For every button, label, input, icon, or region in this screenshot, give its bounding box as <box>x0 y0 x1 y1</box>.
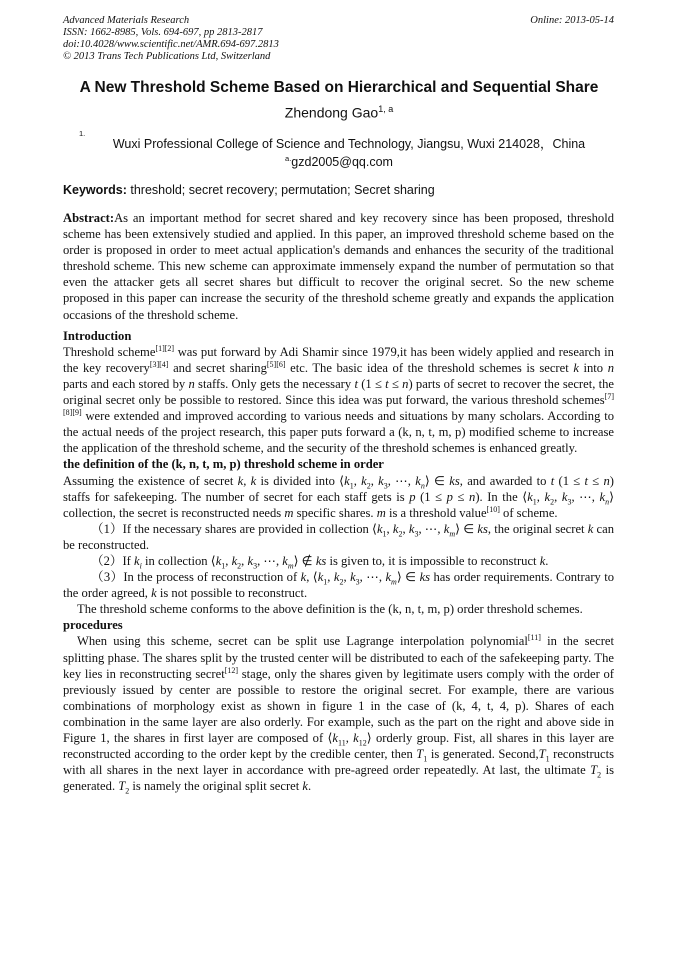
procedures-paragraph <box>63 633 614 794</box>
math-k: k <box>151 586 157 601</box>
math-first-layer-group: $⟨k_{11}$, $k_{12}⟩$ <box>327 731 372 748</box>
condition-1 <box>63 521 614 553</box>
affiliation: Wuxi Professional College of Science and Technology, Jiangsu, Wuxi 214028，China <box>112 137 586 151</box>
math-share-set: $⟨k_1$, $k_2$, $k_3$, ⋯, $k_n⟩$ <box>522 489 615 507</box>
online-date: Online: 2013-05-14 <box>530 15 614 26</box>
definition-text: staffs for safekeeping. The number of secret for each staff gets is <box>63 489 410 504</box>
math-n: n <box>188 376 195 391</box>
math-share-set-m: $⟨k_1$, $k_2$, $k_3$, ⋯, $k_m⟩$ ∈ ks <box>372 521 488 539</box>
definition-text: of scheme. <box>499 505 558 520</box>
definition-text: is a threshold value <box>385 505 487 520</box>
definition-text: is divided into <box>256 473 340 488</box>
condition-text: （1）If the necessary shares are provided in collection <box>91 521 373 536</box>
citation: [3][4] <box>149 359 169 369</box>
citation: [5][6] <box>266 359 286 369</box>
citation: [11] <box>527 633 541 643</box>
email-mark: a. <box>285 154 292 163</box>
condition-text: has order requirements. Contrary to the order agreed, <box>63 570 615 601</box>
condition-text: , the original secret <box>487 521 588 536</box>
definition-text: specific shares. <box>293 505 377 520</box>
math-t1: $T_1$ <box>538 747 550 764</box>
citation: [10] <box>486 504 500 514</box>
intro-text: staffs. Only gets the necessary <box>194 376 355 391</box>
math-k-i: $k_i$ <box>134 553 142 571</box>
intro-text: was put forward by Adi Shamir since 1979,it has been widely applied and research in the key recovery <box>63 344 614 375</box>
condition-2 <box>63 553 614 569</box>
author-affiliation-marks: 1, a <box>378 104 394 114</box>
math-k: k <box>587 521 594 536</box>
procedures-text: is namely the original split secret <box>129 779 303 794</box>
intro-heading: Introduction <box>63 328 132 343</box>
procedures-heading: procedures <box>63 618 123 633</box>
author-line <box>0 104 678 121</box>
condition-text: . <box>545 553 549 568</box>
procedures-text: . <box>307 779 312 794</box>
math-t-range: t (1 ≤ t ≤ n) <box>354 376 413 391</box>
doi-line: doi:10.4028/www.scientific.net/AMR.694-697.2813 <box>63 39 279 50</box>
math-t2: $T_2$ <box>118 779 130 796</box>
math-share-set: $⟨k_1$, $k_2$, $k_3$, ⋯, $k_n⟩$ ∈ ks <box>339 473 460 491</box>
condition-text: （3）In the process of reconstruction of <box>91 570 301 585</box>
math-share-set-m-not: $⟨k_1$, $k_2$, $k_3$, ⋯, $k_m⟩$ ∉ ks <box>210 553 327 571</box>
definition-text: , and awarded to <box>459 473 551 488</box>
procedures-text: reconstructs with all shares in the next layer in accordance with pre-agreed order repeatedly. At last, the ultimate <box>63 747 614 778</box>
math-t1: $T_1$ <box>416 747 428 764</box>
intro-text: and secret sharing <box>168 360 267 375</box>
journal-name: Advanced Materials Research <box>63 15 190 26</box>
paper-body <box>63 210 614 794</box>
math-share-set-m: $⟨k_1$, $k_2$, $k_3$, ⋯, $k_m⟩$ ∈ ks <box>312 570 431 587</box>
abstract-text: As an important method for secret shared and key recovery since has been proposed, threshold scheme has been extensively studied and applied. In this paper, an improved threshold scheme based on the order is proposed in order to meet actual application's demands and enhances the security of the traditional threshold scheme. This new scheme can approximate immensely expand the number of permutation so that even the attacker gets all secret shares but difficult to recover the original secret. So the new scheme proposed in this paper can increase the security of the threshold scheme greatly and expands the application occasions of the threshold scheme. <box>63 211 614 322</box>
math-m: m <box>284 505 294 520</box>
math-k: k <box>237 473 244 488</box>
condition-text: is not possible to reconstruct. <box>156 586 308 601</box>
keywords <box>63 183 435 197</box>
author-name: Zhendong Gao <box>284 104 379 121</box>
intro-text: parts and each stored by <box>63 376 189 391</box>
procedures-text: stage, only the shares given by legitimate users comply with the order of previously issued by center are possible to restore the original secret. For example, there are various combinations of morphology exist as shown in figure 1 in the case of (k, 4, t, 4, p). Shares of each combination in the same layer are also orderly. For example, such as the part on the right and above side in Figure 1, the shares in first layer are composed of <box>63 666 614 745</box>
math-k: k <box>539 553 546 568</box>
condition-text: in collection <box>141 553 211 568</box>
intro-paragraph <box>63 344 614 457</box>
math-k: k <box>250 473 257 488</box>
issn-line: ISSN: 1662-8985, Vols. 694-697, pp 2813-2817 <box>63 27 263 38</box>
math-k: k <box>302 779 308 794</box>
abstract <box>63 210 614 323</box>
math-k: k <box>300 570 307 585</box>
keywords-label: Keywords: <box>63 183 127 197</box>
citation: [12] <box>224 665 239 675</box>
condition-text: can be reconstructed. <box>63 521 615 552</box>
procedures-text: orderly group. Fist, all shares in this layer are reconstructed according to the order kept by the credible center, then <box>63 731 614 762</box>
abstract-label: Abstract: <box>63 211 115 225</box>
email-line <box>0 154 678 169</box>
definition-paragraph: Assuming the existence of secret k, k is divided into $⟨k_1$, $k_2$, $k_3$, ⋯, $k_n⟩$ ∈ ks, and awarded to t (1 ≤ t ≤ n) staffs for safekeeping. The number of secret for each staff gets is p (1 ≤ p ≤ n). In the $⟨k_1$, $k_2$, $k_3$, ⋯, $k_n⟩$ collection, the secret is reconstructed needs m specific shares. m is a threshold value[10] of scheme. <box>63 473 615 520</box>
keywords-text: threshold; secret recovery; permutation; Secret sharing <box>126 183 435 197</box>
math-k: k <box>573 360 579 375</box>
intro-text: Threshold scheme <box>63 344 156 359</box>
definition-conclusion: The threshold scheme conforms to the above definition is the (k, n, t, m, p) order threshold schemes. <box>77 602 583 617</box>
definition-text: Assuming the existence of secret <box>63 473 238 488</box>
math-p-range: p (1 ≤ p ≤ n) <box>409 489 480 504</box>
affiliation-mark: 1. <box>79 129 86 138</box>
math-n: n <box>607 360 614 375</box>
intro-text: into <box>578 360 608 375</box>
definition-text: collection, the secret is reconstructed needs <box>63 505 285 520</box>
math-t-range: t (1 ≤ t ≤ n) <box>550 473 614 488</box>
definition-text: . In the <box>479 489 523 504</box>
email-address: gzd2005@qq.com <box>291 155 393 170</box>
paper-title: A New Threshold Scheme Based on Hierarchical and Sequential Share <box>79 79 599 96</box>
procedures-text: is generated. Second, <box>427 747 539 762</box>
math-m: m <box>376 505 386 520</box>
math-t2: $T_2$ <box>590 763 602 780</box>
definition-heading: the definition of the (k, n, t, m, p) threshold scheme in order <box>63 457 384 472</box>
citation: [7][8][9] <box>63 392 614 418</box>
procedures-text: When using this scheme, secret can be split use Lagrange interpolation polynomial <box>77 634 528 649</box>
condition-3: （3）In the process of reconstruction of k, $⟨k_1$, $k_2$, $k_3$, ⋯, $k_m⟩$ ∈ ks has order requirements. Contrary to the order agreed, k is not possible to reconstruct. <box>63 570 615 601</box>
procedures-text: is generated. <box>63 763 614 794</box>
condition-text: （2）If <box>91 553 135 568</box>
intro-text: were extended and improved according to various needs and situations by many scholars. According to the actual needs of the project research, this paper puts forward a (k, n, t, m, p) modified scheme to increase the application of the threshold scheme, and the security of the threshold schemes is enhanced greatly. <box>63 409 614 456</box>
citation: [1][2] <box>155 343 175 353</box>
procedures-text: in the secret splitting phase. The shares split by the trusted center will be distributed to each of the safekeeping party. The key lies in reconstructing secret <box>63 634 614 681</box>
intro-text: etc. The basic idea of the threshold schemes is secret <box>285 360 574 375</box>
intro-text: parts of secret to recover the secret, the original secret only be possible to restored. Since this idea was put forward, the various threshold schemes <box>63 376 614 408</box>
copyright-line: © 2013 Trans Tech Publications Ltd, Switzerland <box>63 51 271 62</box>
journal-header <box>63 15 279 63</box>
condition-text: is given to, it is impossible to reconstruct <box>326 553 540 568</box>
